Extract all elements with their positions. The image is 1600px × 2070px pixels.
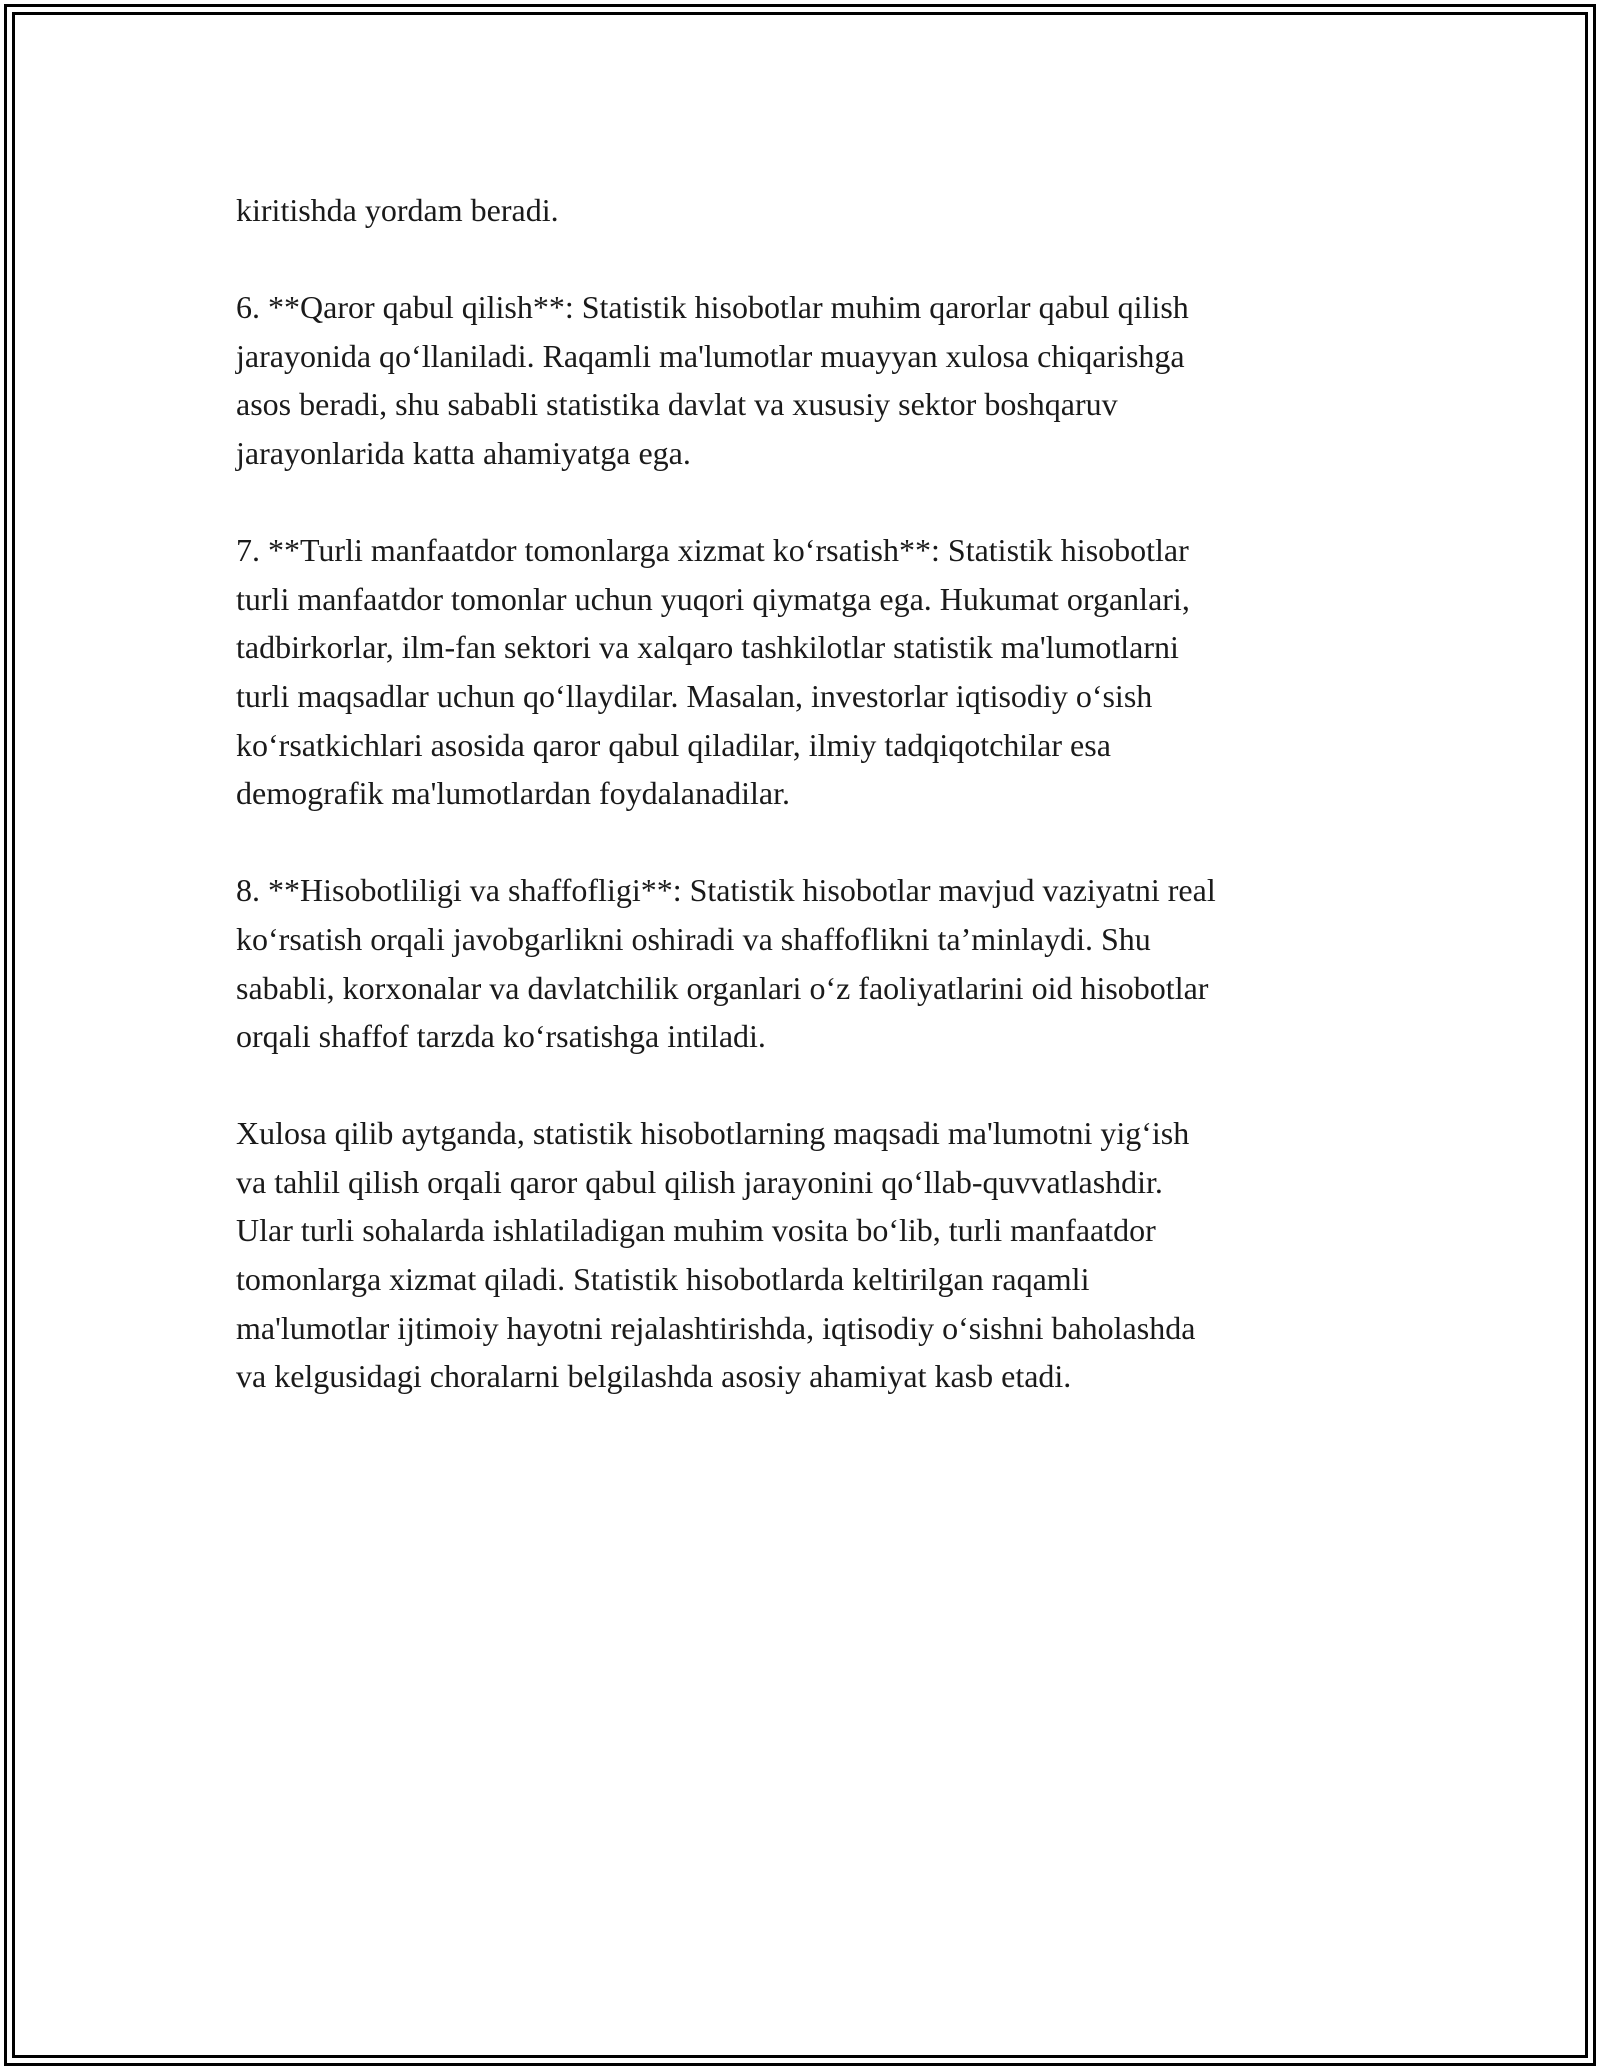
document-body [236, 186, 1366, 1449]
text-line: orqali shaffof tarzda ko‘rsatishga intiladi. [236, 1018, 766, 1055]
text-line: demografik ma'lumotlardan foydalanadilar. [236, 775, 791, 812]
text-line: va kelgusidagi choralarni belgilashda asosiy ahamiyat kasb etadi. [236, 1358, 1072, 1395]
text-line: turli manfaatdor tomonlar uchun yuqori qiymatga ega. Hukumat organlari, [236, 580, 1190, 617]
paragraph-item-6 [236, 283, 1366, 477]
text-line: tomonlarga xizmat qiladi. Statistik hisobotlarda keltirilgan raqamli [236, 1261, 1090, 1298]
text-line: turli maqsadlar uchun qo‘llaydilar. Masalan, investorlar iqtisodiy o‘sish [236, 677, 1153, 714]
text-line: jarayonlarida katta ahamiyatga ega. [236, 434, 691, 471]
paragraph-continuation [236, 186, 1366, 235]
text-line: sababli, korxonalar va davlatchilik organlari o‘z faoliyatlarini oid hisobotlar [236, 969, 1209, 1006]
text-line: ko‘rsatkichlari asosida qaror qabul qiladilar, ilmiy tadqiqotchilar esa [236, 726, 1111, 763]
paragraph-item-7 [236, 526, 1366, 818]
text-line: ma'lumotlar ijtimoiy hayotni rejalashtirishda, iqtisodiy o‘sishni baholashda [236, 1309, 1196, 1346]
text-line: Ular turli sohalarda ishlatiladigan muhim vosita bo‘lib, turli manfaatdor [236, 1212, 1156, 1249]
text-line: 6. **Qaror qabul qilish**: Statistik hisobotlar muhim qarorlar qabul qilish [236, 289, 1189, 326]
text-line: 8. **Hisobotliligi va shaffofligi**: Statistik hisobotlar mavjud vaziyatni real [236, 872, 1216, 909]
text-line: ko‘rsatish orqali javobgarlikni oshiradi va shaffoflikni ta’minlaydi. Shu [236, 920, 1151, 957]
text-line: asos beradi, shu sababli statistika davlat va xususiy sektor boshqaruv [236, 386, 1118, 423]
text-line: kiritishda yordam beradi. [236, 192, 559, 228]
text-line: jarayonida qo‘llaniladi. Raqamli ma'lumotlar muayyan xulosa chiqarishga [236, 337, 1185, 374]
paragraph-item-8 [236, 866, 1366, 1060]
text-line: tadbirkorlar, ilm-fan sektori va xalqaro tashkilotlar statistik ma'lumotlarni [236, 629, 1179, 666]
text-line: va tahlil qilish orqali qaror qabul qilish jarayonini qo‘llab-quvvatlashdir. [236, 1163, 1163, 1200]
text-line: 7. **Turli manfaatdor tomonlarga xizmat ko‘rsatish**: Statistik hisobotlar [236, 532, 1189, 569]
paragraph-conclusion [236, 1109, 1366, 1401]
text-line: Xulosa qilib aytganda, statistik hisobotlarning maqsadi ma'lumotni yig‘ish [236, 1115, 1190, 1152]
